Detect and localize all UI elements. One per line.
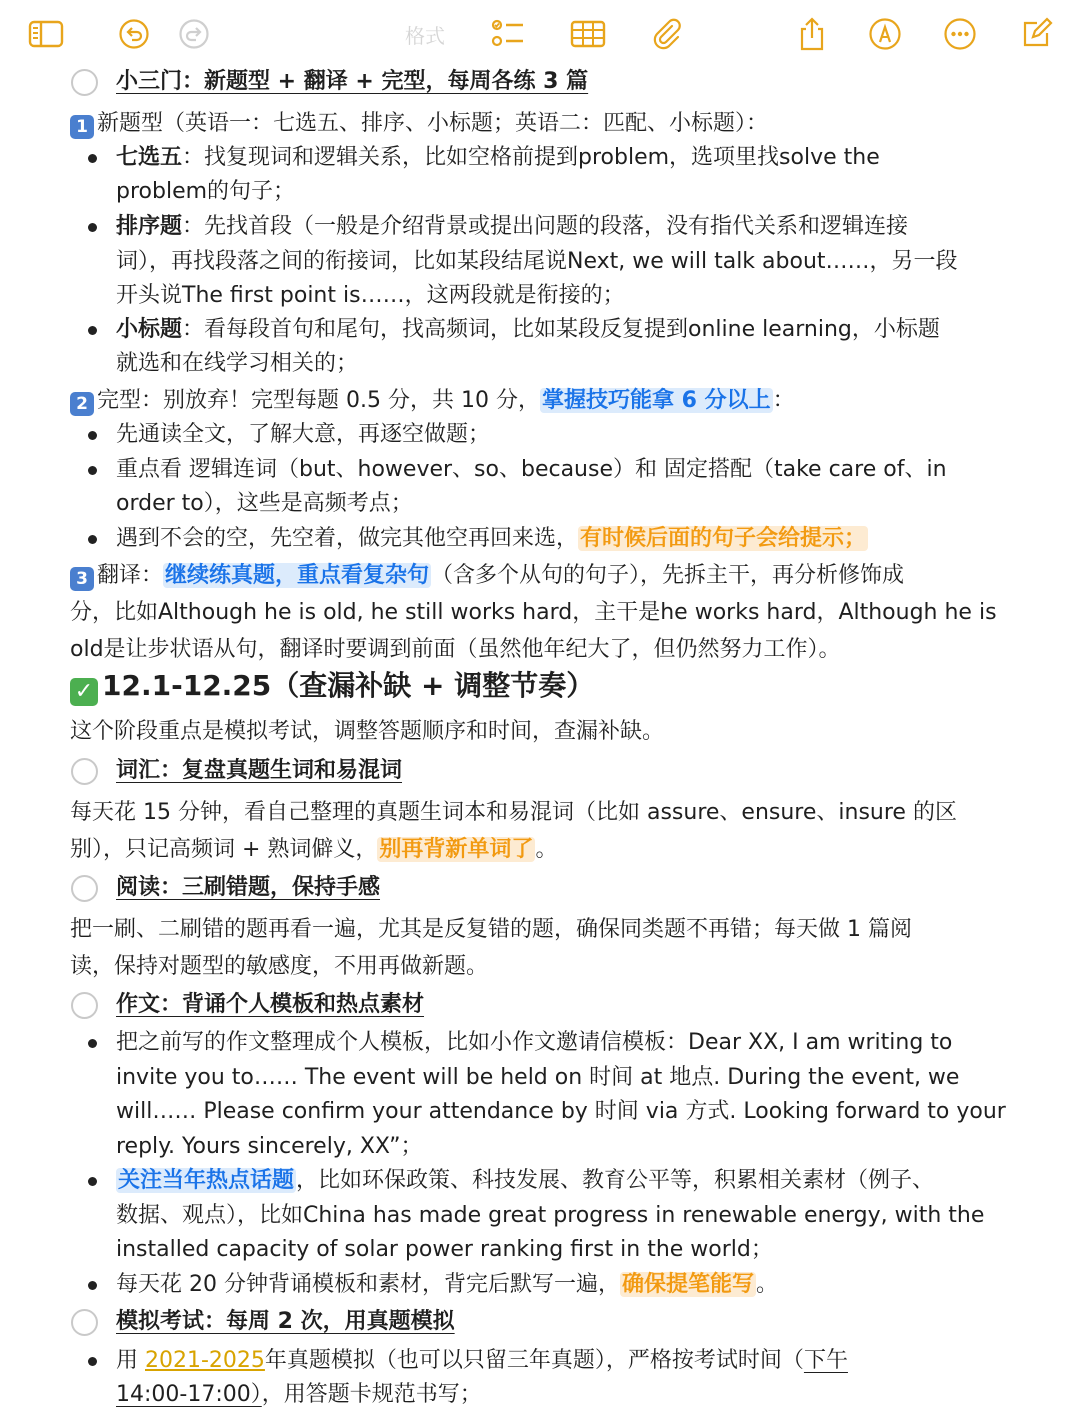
orange-highlight: 别再背新单词了	[379, 837, 534, 862]
list-item-cont: 数据、观点），比如China has made great progress in renewable energy, with the	[116, 1203, 985, 1228]
bullet-icon	[88, 431, 97, 440]
checklist-circle[interactable]	[71, 69, 98, 96]
bullet-icon	[88, 154, 97, 163]
redo-icon[interactable]	[174, 14, 214, 54]
list-item-cont: 词），再找段落之间的衔接词，比如某段结尾说Next, we will talk about……，另一段	[116, 249, 958, 274]
list-item-cont: 就选和在线学习相关的；	[116, 351, 359, 376]
year-range-link[interactable]: 2021-2025	[145, 1348, 265, 1373]
list-item: 七选五：找复现词和逻辑关系，比如空格前提到problem，选项里找solve the	[116, 145, 880, 170]
share-icon[interactable]	[792, 14, 832, 54]
paragraph: 每天花 15 分钟，看自己整理的真题生词本和易混词（比如 assure、ensure、insure 的区	[70, 800, 957, 825]
bullet-icon	[88, 326, 97, 335]
intro-text: 这个阶段重点是模拟考试，调整答题顺序和时间，查漏补缺。	[70, 719, 665, 744]
list-item: 用 2021-2025年真题模拟（也可以只留三年真题），严格按考试时间（下午	[116, 1348, 848, 1373]
sidebar-icon[interactable]	[26, 14, 66, 54]
bullet-icon	[88, 223, 97, 232]
toolbar	[0, 0, 1080, 68]
list-item-cont: reply. Yours sincerely, XX”；	[116, 1134, 423, 1159]
checklist-circle[interactable]	[71, 758, 98, 785]
paragraph-cont: 读，保持对题型的敏感度，不用再做新题。	[70, 954, 489, 979]
list-item-cont: installed capacity of solar power ranking first in the world；	[116, 1237, 773, 1262]
paragraph-cloze: 2 完型：别放弃！完型每题 0.5 分，共 10 分，掌握技巧能拿 6 分以上：	[70, 384, 795, 418]
bullet-icon	[88, 466, 97, 475]
blue-highlight: 继续练真题，重点看复杂句	[165, 563, 430, 588]
list-item-cont: 14:00-17:00），用答题卡规范书写；	[116, 1382, 482, 1407]
bullet-icon	[88, 1177, 97, 1186]
checklist-circle[interactable]	[71, 875, 98, 902]
list-item-cont: order to），这些是高频考点；	[116, 491, 413, 516]
paragraph-new-question-types: 1 新题型（英语一：七选五、排序、小标题；英语二：匹配、小标题）：	[70, 107, 768, 141]
orange-highlight: 有时候后面的句子会给提示；	[580, 526, 867, 551]
checklist-icon[interactable]	[488, 14, 528, 54]
number-badge: 2	[70, 392, 94, 416]
format-button[interactable]: 格式	[405, 24, 445, 48]
list-item-cont: 开头说The first point is……，这两段就是衔接的；	[116, 283, 625, 308]
paragraph-cont: 别），只记高频词 + 熟词僻义，别再背新单词了。	[70, 837, 558, 862]
list-item: 把之前写的作文整理成个人模板，比如小作文邀请信模板：Dear XX, I am writing to	[116, 1030, 953, 1055]
list-item: 遇到不会的空，先空着，做完其他空再回来选，有时候后面的句子会给提示；	[116, 526, 867, 551]
list-item: 排序题：先找首段（一般是介绍背景或提出问题的段落，没有指代关系和逻辑连接	[116, 214, 909, 239]
bullet-icon	[88, 1281, 97, 1290]
compose-icon[interactable]	[1016, 14, 1056, 54]
orange-highlight: 确保提笔能写	[621, 1272, 754, 1297]
attachment-icon[interactable]	[646, 14, 686, 54]
bullet-icon	[88, 535, 97, 544]
task-title: 作文：背诵个人模板和热点素材	[116, 992, 425, 1017]
list-item: 重点看 逻辑连词（but、however、so、because）和 固定搭配（take care of、in	[116, 457, 947, 482]
paragraph-translation: 3 翻译：继续练真题，重点看复杂句（含多个从句的句子），先拆主干，再分析修饰成	[70, 559, 904, 593]
blue-highlight: 关注当年热点话题	[118, 1168, 295, 1193]
bullet-icon	[88, 1357, 97, 1366]
task-title: 模拟考试：每周 2 次，用真题模拟	[116, 1309, 455, 1334]
bullet-icon	[88, 1039, 97, 1048]
list-item-cont: problem的句子；	[116, 179, 296, 204]
list-item-cont: invite you to…… The event will be held on 时间 at 地点. During the event, we	[116, 1065, 960, 1090]
number-badge: 1	[70, 115, 94, 139]
check-mark-icon: ✓	[70, 678, 98, 706]
task-title: 词汇：复盘真题生词和易混词	[116, 758, 403, 783]
paragraph: 把一刷、二刷错的题再看一遍，尤其是反复错的题，确保同类题不再错；每天做 1 篇阅	[70, 917, 912, 942]
blue-highlight: 掌握技巧能拿 6 分以上	[541, 388, 771, 413]
list-item: 先通读全文，了解大意，再逐空做题；	[116, 422, 491, 447]
list-item: 关注当年热点话题，比如环保政策、科技发展、教育公平等，积累相关素材（例子、	[118, 1168, 935, 1193]
more-icon[interactable]	[940, 14, 980, 54]
paragraph-cont: old是让步状语从句，翻译时要调到前面（虽然他年纪大了，但仍然努力工作）。	[70, 637, 841, 662]
task-title: 阅读：三刷错题，保持手感	[116, 875, 381, 900]
section-heading: ✓ 12.1-12.25（查漏补缺 + 调整节奏）	[70, 666, 594, 706]
number-badge: 3	[70, 567, 94, 591]
paragraph-cont: 分，比如Although he is old, he still works hard，主干是he works hard，Although he is	[70, 600, 997, 625]
undo-icon[interactable]	[114, 14, 154, 54]
task-title: 小三门：新题型 + 翻译 + 完型，每周各练 3 篇	[116, 69, 589, 94]
list-item: 小标题：看每段首句和尾句，找高频词，比如某段反复提到online learning，小标题	[116, 317, 940, 342]
list-item-cont: will…… Please confirm your attendance by 时间 via 方式. Looking forward to your	[116, 1099, 1006, 1124]
markup-icon[interactable]	[865, 14, 905, 54]
checklist-circle[interactable]	[71, 1309, 98, 1336]
list-item: 每天花 20 分钟背诵模板和素材，背完后默写一遍，确保提笔能写。	[116, 1272, 779, 1297]
checklist-circle[interactable]	[71, 992, 98, 1019]
table-icon[interactable]	[568, 14, 608, 54]
